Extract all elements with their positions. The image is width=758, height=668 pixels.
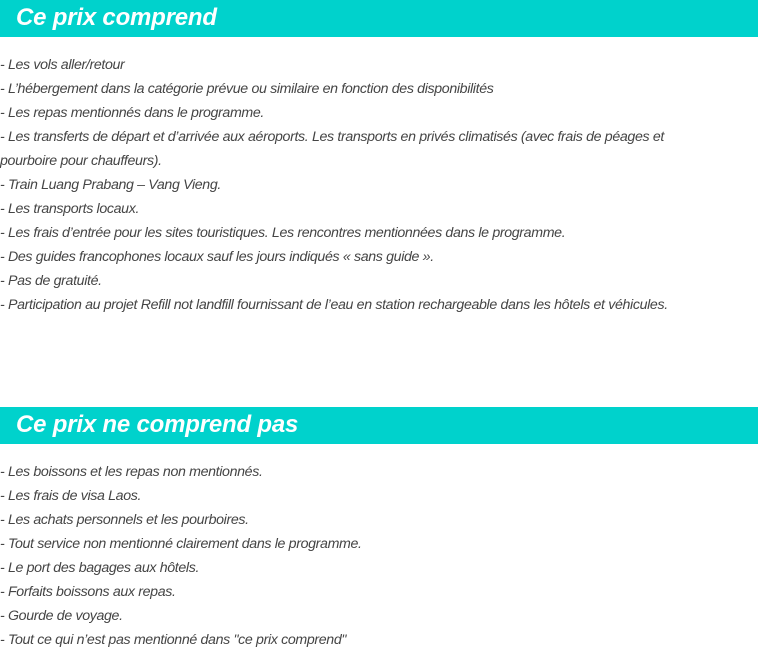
excluded-items-list [0, 460, 720, 652]
included-item: - Les transports locaux. [0, 201, 140, 217]
included-item: - Les transferts de départ et d’arrivée aux aéroports. Les transports en privés climatisés (avec frais de péages et pourboire pour chauffeurs). [0, 129, 664, 169]
excluded-item: - Forfaits boissons aux repas. [0, 584, 176, 600]
excluded-item: - Le port des bagages aux hôtels. [0, 560, 200, 576]
excluded-item: - Les boissons et les repas non mentionnés. [0, 464, 263, 480]
excluded-section-header [0, 407, 758, 444]
excluded-item: - Gourde de voyage. [0, 608, 123, 624]
excluded-section-title: Ce prix ne comprend pas [16, 411, 299, 438]
included-section-title: Ce prix comprend [16, 4, 217, 31]
excluded-item: - Les achats personnels et les pourboires. [0, 512, 249, 528]
included-section-header [0, 0, 758, 37]
included-item: - L’hébergement dans la catégorie prévue ou similaire en fonction des disponibilités [0, 81, 494, 97]
included-item: - Participation au projet Refill not landfill fournissant de l’eau en station rechargeable dans les hôtels et véhicules. [0, 297, 668, 313]
included-item: - Des guides francophones locaux sauf les jours indiqués « sans guide ». [0, 249, 434, 265]
included-item: - Les frais d’entrée pour les sites touristiques. Les rencontres mentionnées dans le programme. [0, 225, 566, 241]
included-item: - Pas de gratuité. [0, 273, 102, 289]
excluded-item: - Tout ce qui n’est pas mentionné dans "ce prix comprend" [0, 632, 347, 648]
included-item: - Les repas mentionnés dans le programme. [0, 105, 265, 121]
excluded-item: - Les frais de visa Laos. [0, 488, 142, 504]
included-item: - Train Luang Prabang – Vang Vieng. [0, 177, 221, 193]
included-item: - Les vols aller/retour [0, 57, 125, 73]
included-items-list [0, 53, 720, 317]
excluded-item: - Tout service non mentionné clairement dans le programme. [0, 536, 362, 552]
